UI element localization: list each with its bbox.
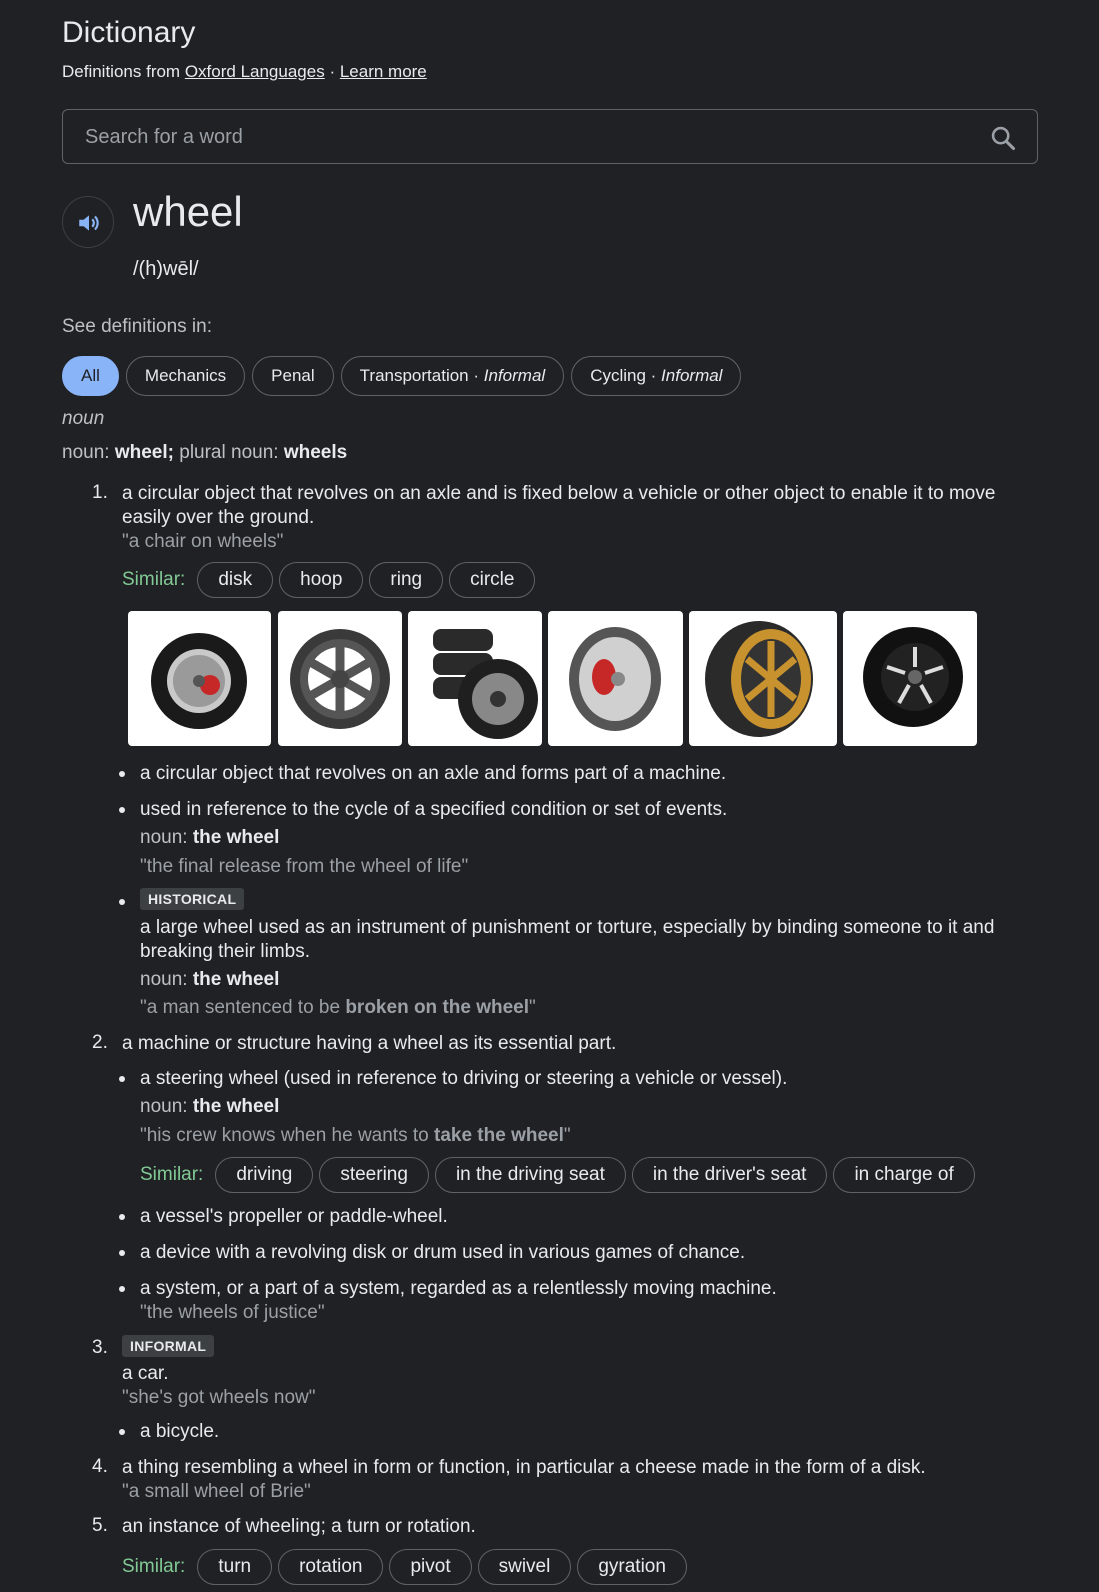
definition-number: 1. (92, 482, 108, 503)
subsense-text: a large wheel used as an instrument of punishment or torture, especially by binding someone to it and breaking their limbs. (140, 917, 995, 962)
definition-number: 5. (92, 1515, 108, 1536)
bullet (119, 771, 125, 777)
search-input[interactable] (62, 109, 1038, 164)
definition-filter-chips (62, 356, 741, 396)
bullet (119, 1429, 125, 1435)
search-placeholder: Search for a word (85, 126, 243, 148)
wheel-image[interactable] (128, 611, 271, 746)
bullet (119, 1250, 125, 1256)
speaker-icon (76, 210, 102, 236)
subsense-text: a steering wheel (used in reference to driving or steering a vehicle or vessel). (140, 1068, 788, 1089)
similar-label: Similar: (122, 569, 186, 590)
subsense-text: a device with a revolving disk or drum used in various games of chance. (140, 1242, 746, 1263)
subsense-example: "a man sentenced to be broken on the wheel" (140, 997, 536, 1018)
subsense-example: "his crew knows when he wants to take the wheel" (140, 1125, 571, 1146)
chip-penal[interactable]: Penal (252, 356, 333, 396)
similar-chip[interactable]: turn (197, 1549, 272, 1585)
chip-transportation[interactable]: Transportation · Informal (341, 356, 565, 396)
definition-text: a car. (122, 1363, 169, 1384)
definition-number: 3. (92, 1337, 108, 1358)
definition-example: "a small wheel of Brie" (122, 1481, 311, 1502)
subsense-text: a circular object that revolves on an axle and forms part of a machine. (140, 763, 727, 784)
search-icon[interactable] (989, 124, 1017, 152)
dictionary-subtitle: Definitions from Oxford Languages · Learn more (62, 62, 427, 81)
wheel-image[interactable] (843, 611, 977, 746)
bullet (119, 1286, 125, 1292)
definition-text: a machine or structure having a wheel as its essential part. (122, 1033, 617, 1054)
subsense-text: a vessel's propeller or paddle-wheel. (140, 1206, 448, 1227)
bullet (119, 899, 125, 905)
register-tag: INFORMAL (122, 1338, 214, 1356)
chip-cycling[interactable]: Cycling · Informal (571, 356, 741, 396)
subsense-example: "the wheels of justice" (140, 1302, 325, 1323)
similar-chip[interactable]: rotation (278, 1549, 383, 1585)
phonetic: /(h)wēl/ (133, 258, 199, 280)
bullet (119, 1214, 125, 1220)
noun-label: noun: the wheel (140, 827, 280, 848)
similar-chip[interactable]: ring (369, 562, 443, 598)
subsense-text: used in reference to the cycle of a specified condition or set of events. (140, 799, 728, 820)
subsense-text: a bicycle. (140, 1421, 220, 1442)
chip-mechanics[interactable]: Mechanics (126, 356, 245, 396)
pronunciation-button[interactable] (62, 196, 114, 248)
subsense-text: a system, or a part of a system, regarded as a relentlessly moving machine. (140, 1278, 777, 1299)
definition-text: a thing resembling a wheel in form or function, in particular a cheese made in the form of a disk. (122, 1457, 926, 1478)
similar-chip[interactable]: disk (197, 562, 273, 598)
similar-chip[interactable]: in the driving seat (435, 1157, 626, 1193)
definition-example: "she's got wheels now" (122, 1387, 316, 1408)
definition-number: 2. (92, 1032, 108, 1053)
bullet (119, 1076, 125, 1082)
similar-chip[interactable]: circle (449, 562, 535, 598)
similar-words (122, 562, 535, 598)
similar-words (122, 1549, 687, 1585)
similar-words (140, 1157, 975, 1193)
definition-text: an instance of wheeling; a turn or rotation. (122, 1516, 476, 1537)
subsense-example: "the final release from the wheel of life" (140, 856, 469, 877)
similar-chip[interactable]: swivel (478, 1549, 572, 1585)
similar-chip[interactable]: pivot (389, 1549, 471, 1585)
word-forms: noun: wheel; plural noun: wheels (62, 442, 348, 463)
headword: wheel (133, 188, 243, 235)
similar-label: Similar: (122, 1556, 186, 1577)
wheel-image[interactable] (689, 611, 837, 746)
definition-number: 4. (92, 1456, 108, 1477)
similar-chip[interactable]: hoop (279, 562, 363, 598)
definition-example: "a chair on wheels" (122, 531, 284, 552)
noun-label: noun: the wheel (140, 1096, 280, 1117)
similar-chip[interactable]: in the driver's seat (632, 1157, 828, 1193)
bullet (119, 807, 125, 813)
noun-label: noun: the wheel (140, 969, 280, 990)
wheel-image[interactable] (548, 611, 683, 746)
similar-chip[interactable]: driving (215, 1157, 313, 1193)
learn-more-link[interactable]: Learn more (339, 62, 427, 81)
similar-chip[interactable]: gyration (577, 1549, 687, 1585)
wheel-image[interactable] (278, 611, 402, 746)
chip-all[interactable]: All (62, 356, 119, 396)
similar-chip[interactable]: steering (319, 1157, 429, 1193)
definition-text: a circular object that revolves on an axle and is fixed below a vehicle or other object to enable it to move easily over the ground. (122, 483, 996, 528)
register-tag: HISTORICAL (140, 891, 244, 909)
oxford-languages-link[interactable]: Oxford Languages (184, 62, 325, 81)
similar-label: Similar: (140, 1164, 204, 1185)
similar-chip[interactable]: in charge of (833, 1157, 974, 1193)
dictionary-title: Dictionary (62, 16, 196, 49)
wheel-image[interactable] (408, 611, 542, 746)
see-definitions-label: See definitions in: (62, 316, 212, 337)
part-of-speech: noun (62, 408, 105, 429)
